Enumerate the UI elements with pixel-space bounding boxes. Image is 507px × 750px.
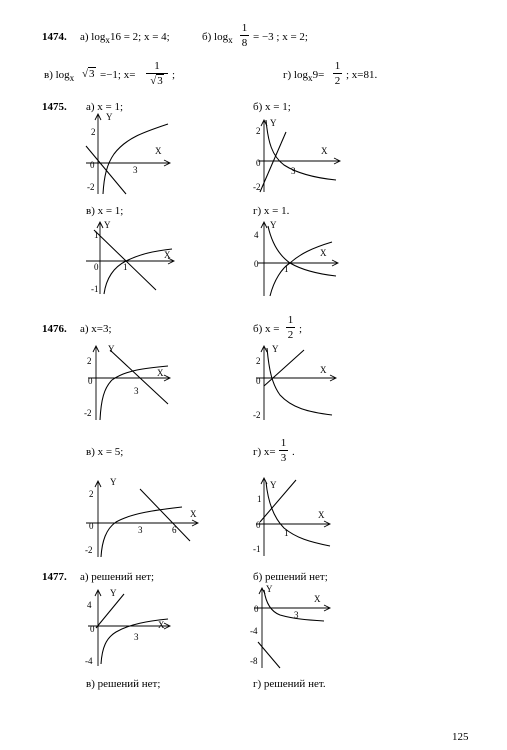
answer-b-pre: б) $\log_x$ <box>202 31 233 46</box>
fraction-1-3: 1 3 <box>280 437 287 464</box>
svg-text:1: 1 <box>284 264 289 274</box>
answer-v-pre: в) $\log_x$ <box>44 69 75 84</box>
graph-1476-b <box>250 340 350 422</box>
svg-text:1: 1 <box>284 528 289 538</box>
svg-text:X: X <box>314 594 321 604</box>
answer-v-post: ; <box>172 69 176 81</box>
graph-1475-g <box>250 218 350 298</box>
svg-text:Y: Y <box>270 118 277 128</box>
svg-text:3: 3 <box>134 632 139 642</box>
svg-text:X: X <box>164 250 171 260</box>
svg-text:-4: -4 <box>85 656 93 666</box>
answer-b: б) x = 1; <box>253 101 291 113</box>
problem-number: 1477. <box>42 571 67 583</box>
problem-number: 1476. <box>42 323 67 335</box>
svg-text:-8: -8 <box>250 656 258 666</box>
answer-a: а) x = 1; <box>86 101 124 113</box>
svg-text:-4: -4 <box>250 626 258 636</box>
svg-text:0: 0 <box>254 259 259 269</box>
svg-text:Y: Y <box>110 477 117 487</box>
sqrt-3: √3 <box>82 68 95 80</box>
svg-text:3: 3 <box>138 525 143 535</box>
svg-text:2: 2 <box>89 489 94 499</box>
svg-text:2: 2 <box>256 126 261 136</box>
svg-text:-1: -1 <box>253 544 261 554</box>
svg-text:2: 2 <box>91 127 96 137</box>
answer-v: в) x = 5; <box>86 446 124 458</box>
svg-text:3: 3 <box>294 610 299 620</box>
svg-text:0: 0 <box>256 376 261 386</box>
svg-text:Y: Y <box>270 480 277 490</box>
svg-text:X: X <box>321 146 328 156</box>
svg-text:3: 3 <box>134 386 139 396</box>
svg-text:X: X <box>190 509 197 519</box>
fraction-1-sqrt3: 1 √3 <box>146 60 168 87</box>
answer-g: г) решений нет. <box>253 678 326 690</box>
problem-number: 1474. <box>42 31 67 43</box>
graph-1477-a <box>82 584 182 668</box>
answer-v-mid: =−1; x= <box>100 69 136 81</box>
svg-text:X: X <box>157 368 164 378</box>
answer-a: а) x=3; <box>80 323 112 335</box>
answer-g: г) x = 1. <box>253 205 290 217</box>
svg-text:Y: Y <box>108 344 115 354</box>
svg-text:4: 4 <box>254 230 259 240</box>
graph-1476-g <box>250 472 350 558</box>
svg-text:1: 1 <box>257 494 262 504</box>
answer-b-pre: б) x = <box>253 323 280 335</box>
svg-text:-1: -1 <box>91 284 99 294</box>
answer-g-post: . <box>292 446 295 458</box>
svg-text:4: 4 <box>87 600 92 610</box>
fraction-1-2: 1 2 <box>334 60 341 87</box>
svg-text:0: 0 <box>90 160 95 170</box>
svg-text:0: 0 <box>88 376 93 386</box>
graph-1476-a <box>82 340 182 422</box>
svg-text:X: X <box>320 365 327 375</box>
svg-text:-2: -2 <box>87 182 95 192</box>
svg-text:Y: Y <box>104 220 111 230</box>
answer-a: а) $\log_x16 = 2$; x = 4; <box>80 31 170 46</box>
svg-text:Y: Y <box>266 584 273 594</box>
svg-text:6: 6 <box>172 525 177 535</box>
svg-text:0: 0 <box>256 520 261 530</box>
graph-1477-b <box>250 584 340 670</box>
answer-g-post: ; x=81. <box>346 69 378 81</box>
answer-b-post: = −3 ; x = 2; <box>253 31 308 43</box>
answer-g-pre: г) $\log_x9=$ <box>283 69 325 84</box>
answer-b: б) решений нет; <box>253 571 328 583</box>
answer-v: в) решений нет; <box>86 678 161 690</box>
svg-text:Y: Y <box>106 112 113 122</box>
graph-1475-a <box>82 108 182 198</box>
svg-text:2: 2 <box>87 356 92 366</box>
svg-text:2: 2 <box>256 356 261 366</box>
svg-text:1: 1 <box>123 262 128 272</box>
svg-text:X: X <box>320 248 327 258</box>
answer-b-post: ; <box>299 323 303 335</box>
svg-text:Y: Y <box>272 344 279 354</box>
svg-text:0: 0 <box>256 158 261 168</box>
page-number: 125 <box>452 731 469 743</box>
svg-text:X: X <box>155 146 162 156</box>
fraction-1-8: 1 8 <box>241 22 248 49</box>
problem-number: 1475. <box>42 101 67 113</box>
svg-text:0: 0 <box>90 624 95 634</box>
svg-text:X: X <box>318 510 325 520</box>
graph-1475-v <box>82 218 182 298</box>
svg-text:0: 0 <box>254 604 259 614</box>
svg-text:1: 1 <box>94 230 99 240</box>
fraction-1-2: 1 2 <box>287 314 294 341</box>
svg-text:-2: -2 <box>253 410 261 420</box>
svg-text:Y: Y <box>270 220 277 230</box>
svg-text:-2: -2 <box>84 408 92 418</box>
svg-text:-2: -2 <box>85 545 93 555</box>
svg-text:Y: Y <box>110 588 117 598</box>
answer-a: а) решений нет; <box>80 571 155 583</box>
svg-text:3: 3 <box>133 165 138 175</box>
graph-1475-b <box>250 112 350 196</box>
svg-text:3: 3 <box>291 166 296 176</box>
answer-g-pre: г) x= <box>253 446 276 458</box>
answer-v: в) x = 1; <box>86 205 124 217</box>
svg-text:-2: -2 <box>253 182 261 192</box>
svg-text:0: 0 <box>94 262 99 272</box>
svg-text:0: 0 <box>89 521 94 531</box>
svg-text:X: X <box>158 620 165 630</box>
graph-1476-v <box>82 475 202 559</box>
